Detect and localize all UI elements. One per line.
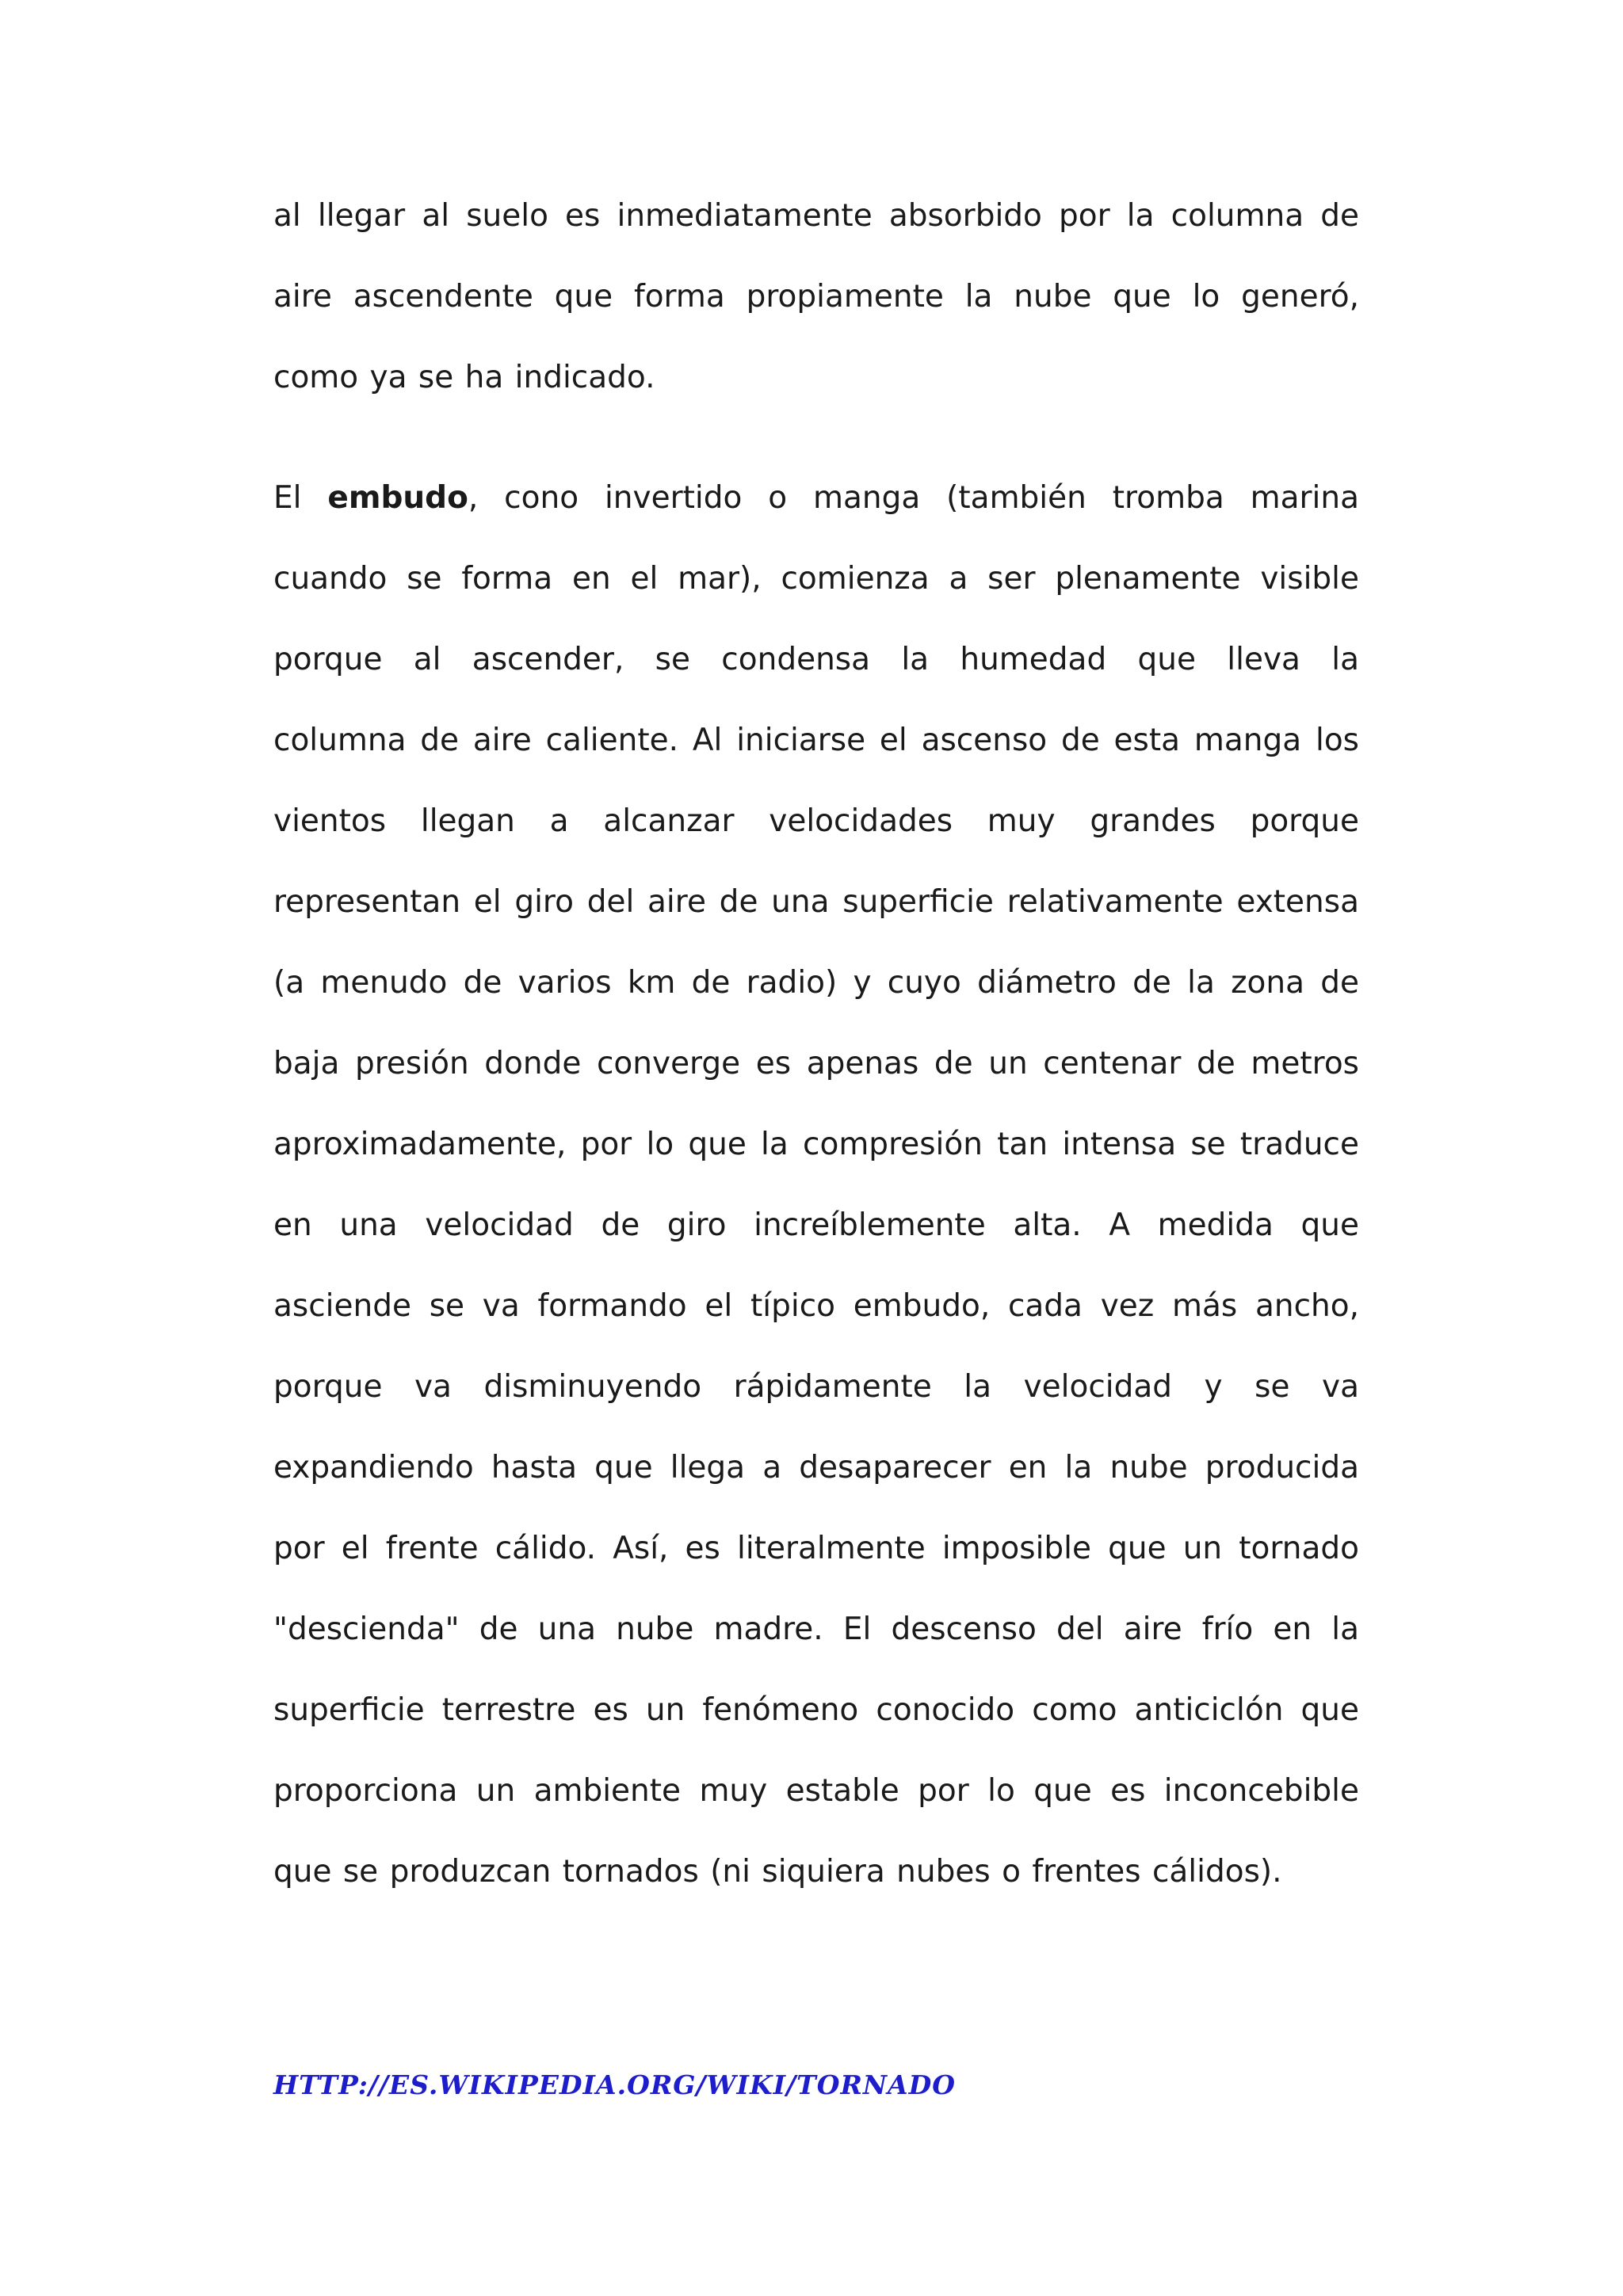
text-line: (a menudo de varios km de radio) y cuyo diámetro de la zona de	[273, 965, 1359, 1001]
text-line: por el frente cálido. Así, es literalmente imposible que un tornado	[273, 1531, 1359, 1566]
text-line: columna de aire caliente. Al iniciarse el ascenso de esta manga los	[273, 723, 1359, 758]
text-line: porque al ascender, se condensa la humedad que lleva la	[273, 642, 1359, 677]
text-line: porque va disminuyendo rápidamente la velocidad y se va	[273, 1369, 1359, 1405]
text-line: vientos llegan a alcanzar velocidades muy grandes porque	[273, 803, 1359, 839]
text-line: asciende se va formando el típico embudo, cada vez más ancho,	[273, 1288, 1359, 1324]
bold-term-embudo: embudo	[327, 480, 468, 516]
text-line: baja presión donde converge es apenas de un centenar de metros	[273, 1046, 1359, 1081]
text-line: como ya se ha indicado.	[273, 360, 655, 395]
paragraph-2	[273, 458, 1359, 1913]
text-suffix: , cono invertido o manga (también tromba marina	[468, 480, 1359, 516]
text-line: expandiendo hasta que llega a desaparecer en la nube producida	[273, 1450, 1359, 1486]
text-line: al llegar al suelo es inmediatamente absorbido por la columna de	[273, 198, 1359, 234]
text-line: proporciona un ambiente muy estable por lo que es inconcebible	[273, 1773, 1359, 1809]
text-line: en una velocidad de giro increíblemente alta. A medida que	[273, 1207, 1359, 1243]
text-line-first	[273, 458, 1359, 539]
text-line: representan el giro del aire de una superficie relativamente extensa	[273, 884, 1359, 920]
text-prefix: El	[273, 480, 302, 516]
paragraph-1	[273, 176, 1359, 418]
wikipedia-source-link[interactable]: HTTP://ES.WIKIPEDIA.ORG/WIKI/TORNADO	[273, 2069, 956, 2100]
text-line: cuando se forma en el mar), comienza a ser plenamente visible	[273, 561, 1359, 597]
text-line: aire ascendente que forma propiamente la nube que lo generó,	[273, 279, 1359, 315]
text-line: que se produzcan tornados (ni siquiera nubes o frentes cálidos).	[273, 1854, 1282, 1890]
text-line: "descienda" de una nube madre. El descenso del aire frío en la	[273, 1611, 1359, 1647]
text-line: superficie terrestre es un fenómeno conocido como anticiclón que	[273, 1692, 1359, 1728]
text-line: aproximadamente, por lo que la compresión tan intensa se traduce	[273, 1127, 1359, 1162]
